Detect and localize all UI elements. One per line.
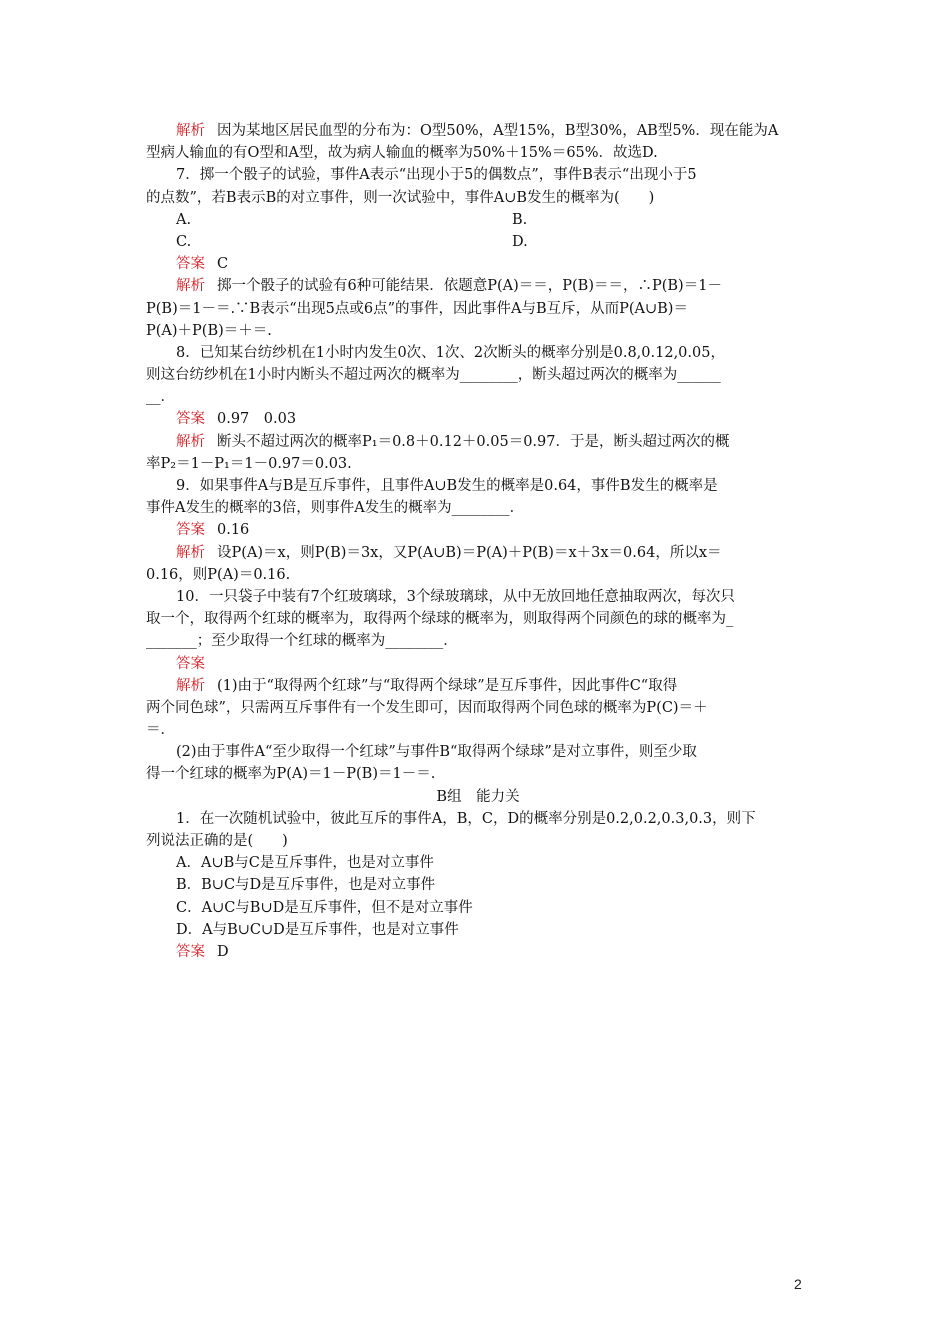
analysis-label: 解析: [176, 433, 205, 450]
answer-label: 答案: [176, 943, 205, 960]
q8-stem-line-3: __．: [146, 389, 175, 406]
q10-analysis-line-5: 得一个红球的概率为P(A)＝1－P(B)＝1－＝.: [146, 766, 436, 783]
q7-option-d: D.: [512, 233, 528, 250]
b1-stem-line-2: 列说法正确的是( ): [146, 833, 288, 849]
b1-option-a: A．A∪B与C是互斥事件，也是对立事件: [176, 855, 434, 872]
answer-label: 答案: [176, 522, 205, 539]
q9-analysis-line-1: 解析 设P(A)＝x，则P(B)＝3x，又P(A∪B)＝P(A)＋P(B)＝x＋3x＝0.64，所以x＝: [176, 544, 722, 561]
q10-stem-line-2: 取一个，取得两个红球的概率为，取得两个绿球的概率为，则取得两个同颜色的球的概率为_: [146, 611, 734, 628]
q7-stem-line-2: 的点数”，若B表示B的对立事件，则一次试验中，事件A∪B发生的概率为( ): [146, 189, 655, 206]
q7-option-a: A.: [176, 211, 192, 228]
q9-answer: [146, 519, 810, 541]
q10-answer: [146, 653, 810, 675]
answer-label: 答案: [176, 256, 205, 273]
q7-option-c: C.: [176, 233, 192, 250]
q9-analysis-line-2: 0.16，则P(A)＝0.16.: [146, 566, 291, 583]
q10-analysis-line-2: 两个同色球”，只需两互斥事件有一个发生即可，因而取得两个同色球的概率为P(C)＝＋: [146, 699, 708, 716]
q8-analysis-line-1: 解析 断头不超过两次的概率P₁＝0.8＋0.12＋0.05＝0.97．于是，断头超过两次的概: [176, 433, 730, 450]
analysis-label: 解析: [176, 123, 205, 139]
q10-stem-line-1: 10．一只袋子中装有7个红玻璃球，3个绿玻璃球，从中无放回地任意抽取两次，每次只: [176, 588, 735, 605]
q10-analysis-line-1: 解析 (1)由于“取得两个红球”与“取得两个绿球”是互斥事件，因此事件C“取得: [176, 677, 678, 694]
q7-analysis-line-2: P(B)＝1－＝.∵B表示“出现5点或6点”的事件，因此事件A与B互斥，从而P(A∪B)＝: [146, 300, 688, 317]
q8-answer: [146, 408, 810, 430]
q10-stem-line-3: _______；至少取得一个红球的概率为________．: [146, 633, 458, 650]
analysis-label: 解析: [176, 544, 205, 561]
q10-analysis-line-3: ＝．: [146, 722, 175, 739]
q7-analysis-line-3: P(A)＋P(B)＝＋＝.: [146, 322, 272, 339]
b1-answer: [146, 941, 810, 963]
answer-label: 答案: [176, 655, 205, 672]
section-b-title: B组 能力关: [436, 788, 520, 805]
q10-analysis-line-4: (2)由于事件A“至少取得一个红球”与事件B“取得两个绿球”是对立事件，则至少取: [176, 744, 697, 761]
analysis-label: 解析: [176, 677, 205, 694]
analysis-label: 解析: [176, 278, 205, 295]
q7-option-b: B.: [512, 211, 528, 228]
q7-stem-line-1: 7．掷一个骰子的试验，事件A表示“出现小于5的偶数点”，事件B表示“出现小于5: [176, 167, 697, 184]
q7-answer-value: C: [217, 256, 229, 273]
q8-stem-line-1: 8．已知某台纺纱机在1小时内发生0次、1次、2次断头的概率分别是0.8,0.12,0.05，: [176, 344, 725, 361]
b1-stem-line-1: 1．在一次随机试验中，彼此互斥的事件A，B，C，D的概率分别是0.2,0.2,0.3,0.3，则下: [176, 810, 756, 827]
q8-analysis-line-2: 率P₂＝1－P₁＝1－0.97＝0.03.: [146, 455, 352, 472]
q7-analysis-line-1: 解析 掷一个骰子的试验有6种可能结果．依题意P(A)＝＝，P(B)＝＝，∴P(B)＝1－: [176, 278, 722, 295]
q6-analysis-line-1: 解析 因为某地区居民血型的分布为：O型50%，A型15%，B型30%，AB型5%．现在能为A: [176, 123, 779, 139]
q8-answer-value: 0.97 0.03: [217, 411, 297, 428]
answer-label: 答案: [176, 411, 205, 428]
b1-option-b: B．B∪C与D是互斥事件，也是对立事件: [176, 877, 436, 894]
b1-answer-value: D: [217, 943, 229, 960]
q9-answer-value: 0.16: [217, 522, 250, 539]
q9-stem-line-1: 9．如果事件A与B是互斥事件，且事件A∪B发生的概率是0.64，事件B发生的概率是: [176, 478, 718, 494]
b1-option-c: C．A∪C与B∪D是互斥事件，但不是对立事件: [176, 899, 473, 916]
q7-options-row-1: [146, 209, 810, 231]
q7-answer: [146, 253, 810, 275]
q6-analysis-line-2: 型病人输血的有O型和A型，故为病人输血的概率为50%＋15%＝65%．故选D.: [146, 145, 658, 162]
page-number: 2: [794, 1276, 802, 1292]
document-body: [146, 120, 810, 963]
b1-option-d: D．A与B∪C∪D是互斥事件，也是对立事件: [176, 921, 459, 938]
q7-options-row-2: [146, 231, 810, 253]
q9-stem-line-2: 事件A发生的概率的3倍，则事件A发生的概率为________．: [146, 500, 525, 517]
q8-stem-line-2: 则这台纺纱机在1小时内断头不超过两次的概率为________，断头超过两次的概率为______: [146, 367, 721, 384]
